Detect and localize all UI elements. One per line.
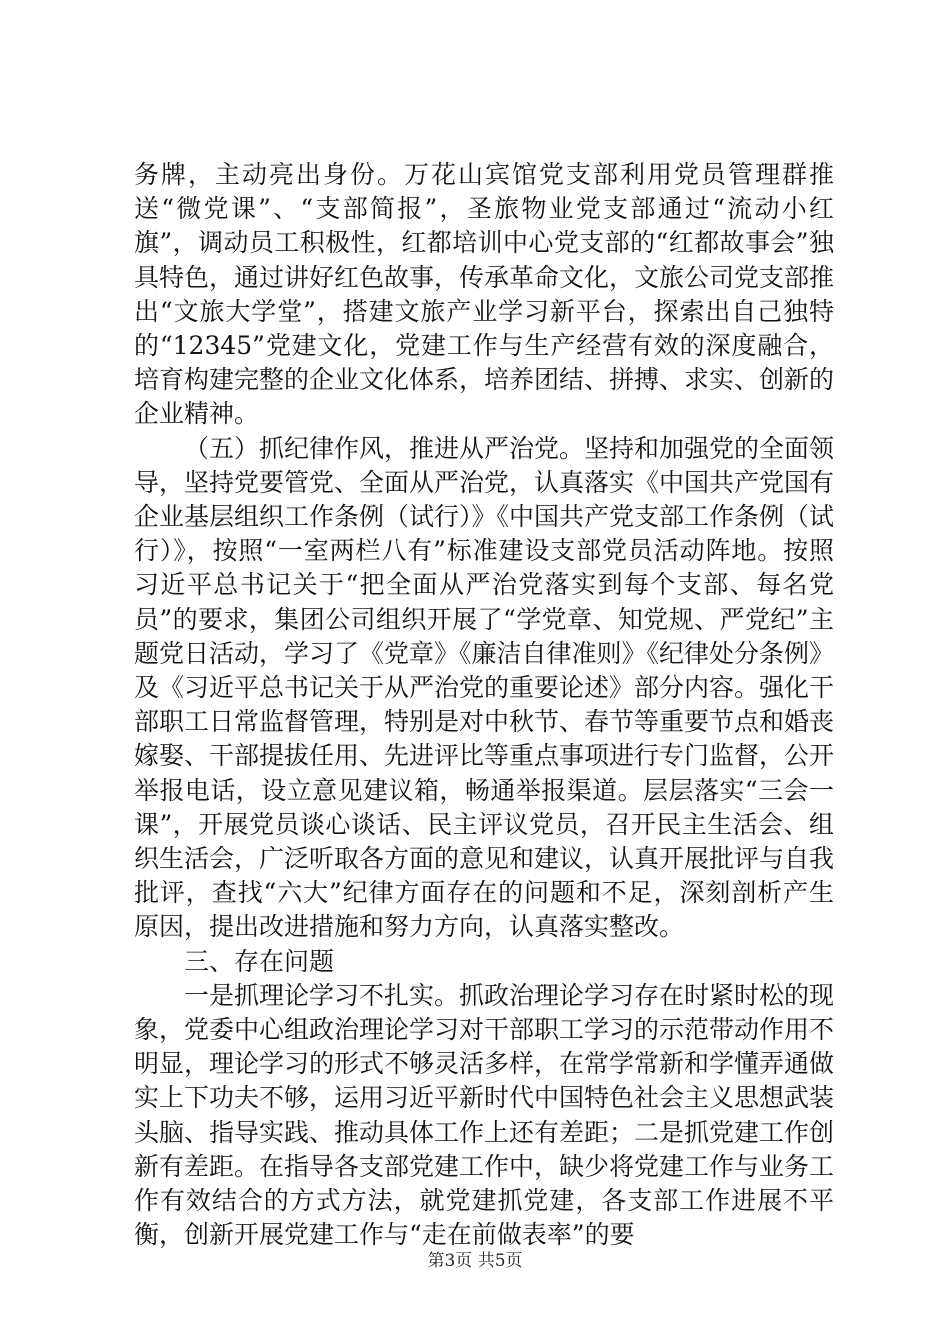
page-number-footer: 第3页 共5页	[427, 1251, 523, 1271]
paragraph-discipline: （五）抓纪律作风，推进从严治党。坚持和加强党的全面领导，坚持党要管党、全面从严治党，认真落实《中国共产党国有企业基层组织工作条例（试行）》《中国共产党支部工作条例（试行）》，按照“一室两栏八有”标准建设支部党员活动阵地。按照习近平总书记关于“把全面从严治党落实到每个支部、每名党员”的要求，集团公司组织开展了“学党章、知党规、严党纪”主题党日活动，学习了《党章》《廉洁自律准则》《纪律处分条例》及《习近平总书记关于从严治党的重要论述》部分内容。强化干部职工日常监督管理，特别是对中秋节、春节等重要节点和婚丧嫁娶、干部提拔任用、先进评比等重点事项进行专门监督，公开举报电话，设立意见建议箱，畅通举报渠道。层层落实“三会一课”，开展党员谈心谈话、民主评议党员，召开民主生活会、组织生活会，广泛听取各方面的意见和建议，认真开展批评与自我批评，查找“六大”纪律方面存在的问题和不足，深刻剖析产生原因，提出改进措施和努力方向，认真落实整改。	[134, 433, 835, 942]
document-body	[134, 158, 834, 1253]
paragraph-continuation: 务牌，主动亮出身份。万花山宾馆党支部利用党员管理群推送“微党课”、“支部简报”，圣旅物业党支部通过“流动小红旗”，调动员工积极性，红都培训中心党支部的“红都故事会”独具特色，通过讲好红色故事，传承革命文化，文旅公司党支部推出“文旅大学堂”，搭建文旅产业学习新平台，探索出自己独特的“12345”党建文化，党建工作与生产经营有效的深度融合，培育构建完整的企业文化体系，培养团结、拼搏、求实、创新的企业精神。	[134, 160, 835, 429]
paragraph-problems: 一是抓理论学习不扎实。抓政治理论学习存在时紧时松的现象，党委中心组政治理论学习对干部职工学习的示范带动作用不明显，理论学习的形式不够灵活多样，在常学常新和学懂弄通做实上下功夫不够，运用习近平新时代中国特色社会主义思想武装头脑、指导实践、推动具体工作上还有差距；二是抓党建工作创新有差距。在指导各支部党建工作中，缺少将党建工作与业务工作有效结合的方式方法，就党建抓党建，各支部工作进展不平衡，创新开展党建工作与“走在前做表率”的要	[134, 980, 835, 1250]
section-heading-problems: 三、存在问题	[184, 946, 335, 976]
